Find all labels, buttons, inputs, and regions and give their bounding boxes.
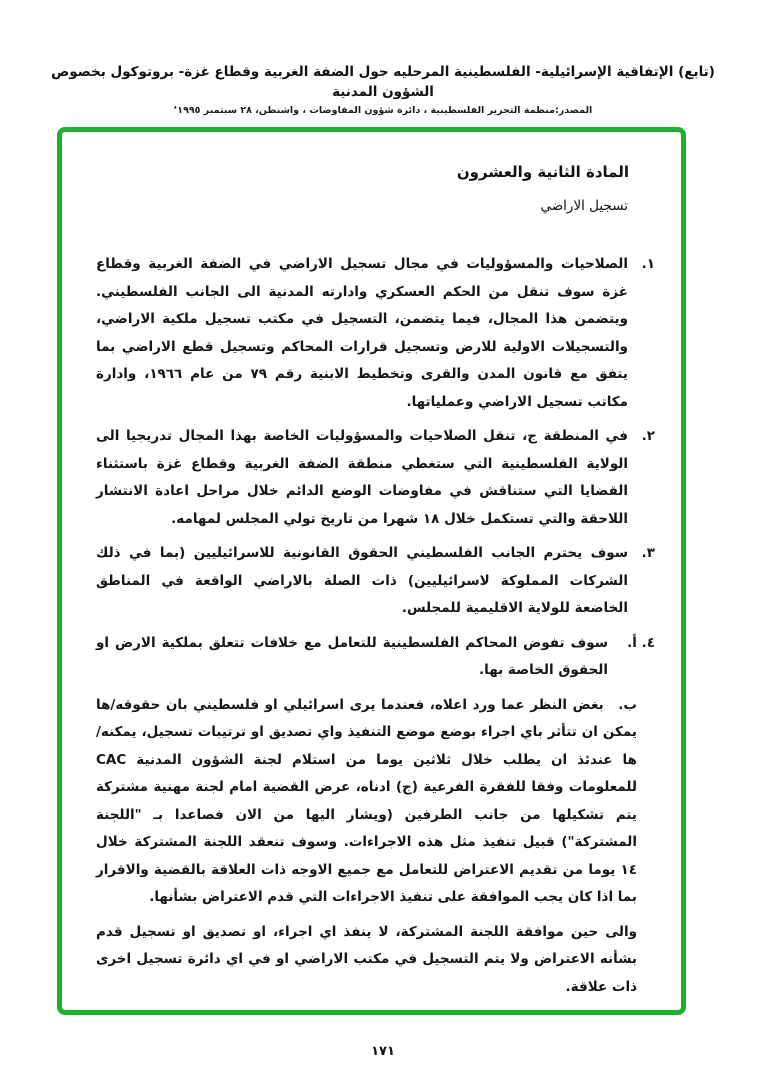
paragraph-closing-text: والى حين موافقة اللجنة المشتركة، لا ينفذ اي اجراء، او تصديق او تسجيل قدم بشأنه الاعتراض ولا يتم التسجيل في مكتب الاراضي او في اي دائرة تسجيل اخرى ذات علاقة. [96,923,637,995]
article-subtitle: تسجيل الاراضي [540,198,628,214]
paragraph-1-number: ١. [641,256,655,272]
paragraph-1 [96,251,655,416]
paragraph-4b-letter: ب. [618,696,637,713]
page-header [0,62,766,116]
paragraph-4b [96,692,637,912]
paragraph-1-text: الصلاحيات والمسؤوليات في مجال تسجيل الاراضي في الضفة الغربية وقطاع غزة سوف تنقل من الحكم العسكري وادارته المدنية الى الجانب الفلسطيني. ويتضمن هذا المجال، فيما يتضمن، التسجيل في مكتب تسجيل ملكية الاراضي، والتسجيلات الاولية للارض وتسجيل قرارات المحاكم وتسجيل قطع الاراضي بما يتفق مع قانون المدن والقرى وتخطيط الابنية رقم ٧٩ من عام ١٩٦٦، وادارة مكاتب تسجيل الاراضي وعملياتها. [96,256,628,410]
paragraph-2-text: في المنطقة ج، تنقل الصلاحيات والمسؤوليات الخاصة بهذا المجال تدريجيا الى الولاية الفلسطينية التي ستغطي منطقة الضفة الغربية وقطاع غزة باستثناء القضايا التي ستناقش في مفاوضات الوضع الدائم خلال مراحل اعادة الانتشار اللاحقة والتي تستكمل خلال ١٨ شهرا من تاريخ تولي المجلس لمهامه. [96,428,628,527]
document-source-line: المصدر:منظمة التحرير الفلسطينية ، دائرة شؤون المفاوضات ، واشنطن، ٢٨ سبتمبر ١٩٩٥’ [173,105,593,116]
article-frame [57,127,686,1015]
document-title: (تابع) الإتفاقية الإسرائيلية- الفلسطينية المرحليه حول الضفة الغربية وقطاع غزة- بروتوكول بخصوص الشؤون المدنية [51,64,715,100]
paragraph-4b-text: بغض النظر عما ورد اعلاه، فعندما يرى اسرائيلي او فلسطيني بان حقوقه/ها يمكن ان تتأثر باي اجراء بوضع موضع التنفيذ واي تصديق او ترتيبات تسجيل، يمكنه/ها عندئذ ان يطلب خلال ثلاثين يوما من استلام لجنة الشؤون المدنية CAC للمعلومات وفقا للفقرة الفرعية (ج) ادناه، عرض القضية امام لجنة مهنية مشتركة يتم تشكيلها من جانب الطرفين (ويشار اليها من الان فصاعدا بـ "اللجنة المشتركة") قبيل تنفيذ مثل هذه الاجراءات. وسوف تنعقد اللجنة المشتركة خلال ١٤ يوما من تقديم الاعتراض للتعامل مع جميع الاوجه ذات العلاقة بالقضية والاقرار بما اذا كان يجب الموافقة على تنفيذ الاجراءات التي قدم الاعتراض بشأنها. [96,696,637,905]
paragraph-4a-text: سوف تفوض المحاكم الفلسطينية للتعامل مع خلافات تتعلق بملكية الارض او الحقوق الخاصة بها. [96,634,608,678]
paragraph-2-number: ٢. [641,428,655,444]
article-content [62,132,681,1010]
paragraph-3-number: ٣. [641,545,655,561]
article-paragraphs [96,251,655,1001]
paragraph-4a [96,630,655,685]
paragraph-3-text: سوف يحترم الجانب الفلسطيني الحقوق القانونية للاسرائيليين (بما في ذلك الشركات المملوكة لاسرائيليين) ذات الصلة بالاراضي الواقعة في المناطق الخاضعة للولاية الاقليمية للمجلس. [96,545,628,616]
paragraph-closing [96,919,637,1002]
article-title: المادة الثانية والعشرون [456,163,629,181]
paragraph-2 [96,423,655,533]
page-number: ١٧١ [371,1044,395,1059]
paragraph-4a-number: ٤. أ. [627,634,655,651]
paragraph-3 [96,540,655,623]
